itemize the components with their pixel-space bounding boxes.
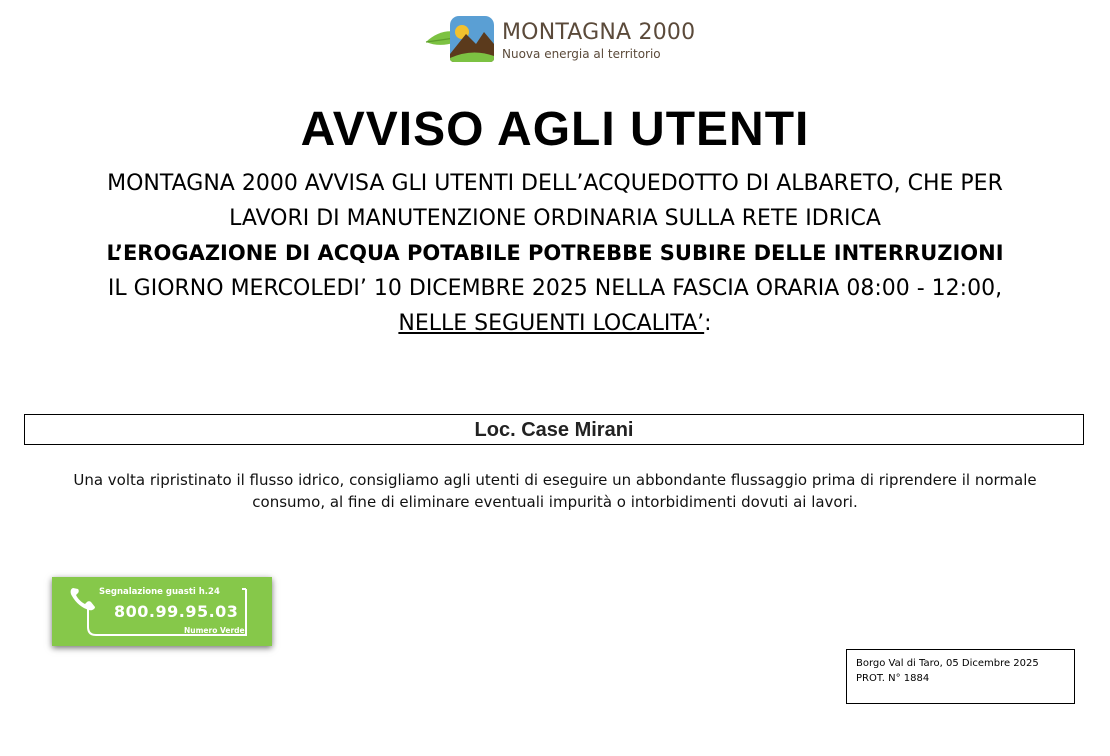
protocol-number: PROT. N° 1884 xyxy=(856,673,930,684)
hotline-label: Segnalazione guasti h.24 xyxy=(99,587,220,597)
location-box: Loc. Case Mirani xyxy=(24,414,1084,445)
advice-line-1: Una volta ripristinato il flusso idrico, consigliamo agli utenti di eseguire un abbondante flussaggio prima di riprendere il normale xyxy=(73,471,1037,489)
place-date: Borgo Val di Taro, 05 Dicembre 2025 xyxy=(856,658,1039,669)
notice-line-2: LAVORI DI MANUTENZIONE ORDINARIA SULLA RETE IDRICA xyxy=(229,206,881,231)
phone-icon xyxy=(68,586,98,612)
advice-text xyxy=(60,469,1050,513)
notice-line-4: IL GIORNO MERCOLEDI’ 10 DICEMBRE 2025 NELLA FASCIA ORARIA 08:00 - 12:00, xyxy=(107,276,1003,301)
advice-line-2: consumo, al fine di eliminare eventuali impurità o intorbidimenti dovuti ai lavori. xyxy=(252,493,858,511)
montagna-logo-icon xyxy=(424,14,498,66)
protocol-box xyxy=(846,649,1075,704)
localities-heading: NELLE SEGUENTI LOCALITA’ xyxy=(398,311,705,336)
notice-line-3: L’EROGAZIONE DI ACQUA POTABILE POTREBBE SUBIRE DELLE INTERRUZIONI xyxy=(106,241,1004,265)
localities-colon: : xyxy=(704,311,712,336)
notice-line-1: MONTAGNA 2000 AVVISA GLI UTENTI DELL’ACQUEDOTTO DI ALBARETO, CHE PER xyxy=(107,171,1003,196)
notice-line-5 xyxy=(0,306,1110,341)
notice-title: AVVISO AGLI UTENTI xyxy=(300,103,810,156)
notice-body xyxy=(0,166,1110,341)
logo-name: MONTAGNA 2000 xyxy=(502,20,696,45)
company-logo xyxy=(424,14,694,66)
logo-tagline: Nuova energia al territorio xyxy=(502,47,661,61)
hotline-sublabel: Numero Verde xyxy=(184,626,245,635)
hotline-badge xyxy=(52,577,272,646)
hotline-number[interactable]: 800.99.95.03 xyxy=(114,602,239,621)
